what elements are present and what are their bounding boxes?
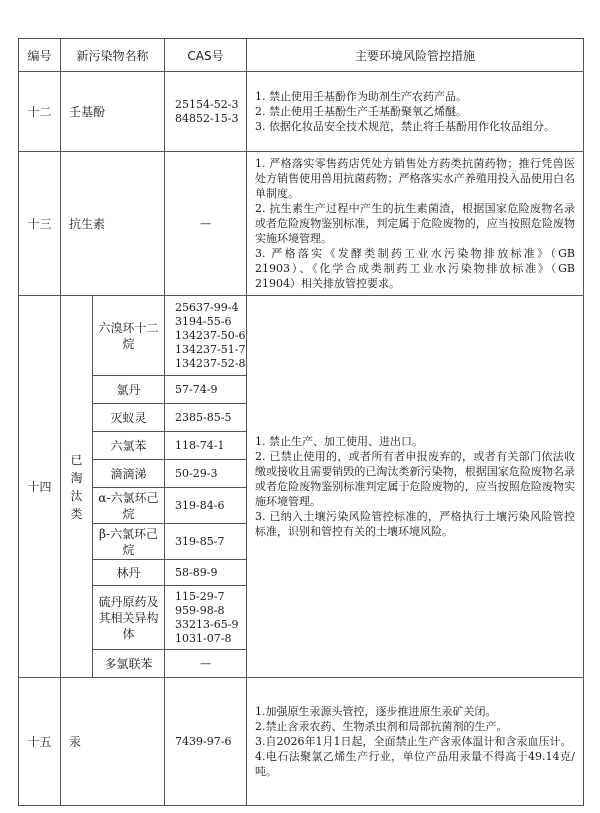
measure-item: 3.自2026年1月1日起，全面禁止生产含汞体温计和含汞血压计。 (255, 735, 572, 748)
table-row (19, 152, 584, 296)
cas-number: 57-74-9 (165, 376, 247, 404)
measure-item: 2. 已禁止使用的，或者所有者申报废弃的，或者有关部门依法收缴或接收且需要销毁的已淘汰类新污染物，根据国家危险废物名录或者危险废物鉴别标准判定属于危险废物的，应当按照危险废物实施环境管理。 (255, 450, 576, 508)
sub-pollutant-name: 林丹 (93, 560, 165, 586)
measures-cell (247, 678, 584, 806)
cas-number: 115-29-7 (175, 589, 225, 603)
cas-cell (165, 296, 247, 376)
measure-item: 1. 禁止生产、加工使用、进出口。 (255, 435, 424, 448)
cas-number: 25637-99-4 (175, 300, 239, 314)
measures-cell (247, 296, 584, 678)
measures-cell (247, 152, 584, 296)
measure-item: 2. 禁止使用壬基酚生产壬基酚聚氧乙烯醚。 (255, 105, 468, 118)
measure-item: 4.电石法聚氯乙烯生产行业，单位产品用汞量不得高于49.14克/吨。 (255, 750, 576, 778)
cas-number: 118-74-1 (165, 432, 247, 460)
table-row (19, 72, 584, 152)
cas-number: 134237-50-6 (175, 328, 246, 342)
cas-number: 2385-85-5 (165, 404, 247, 432)
row-number: 十三 (19, 152, 61, 296)
sub-pollutant-name: β-六氯环己烷 (93, 524, 165, 560)
cas-number: — (165, 152, 247, 296)
header-cas: CAS号 (165, 39, 247, 72)
measure-item: 1. 严格落实零售药店凭处方销售处方药类抗菌药物；推行凭兽医处方销售使用兽用抗菌药物；严格落实水产养殖用投入品使用白名单制度。 (255, 157, 576, 200)
cas-number: 1031-07-8 (175, 631, 232, 645)
cas-number: 25154-52-3 (175, 97, 239, 111)
measure-item: 2. 抗生素生产过程中产生的抗生素菌渣，根据国家危险废物名录或者危险废物鉴别标准，判定属于危险废物的，应当按照危险废物实施环境管理。 (255, 202, 576, 245)
sub-pollutant-name: 氯丹 (93, 376, 165, 404)
cas-number: 319-84-6 (165, 488, 247, 524)
cas-number: 84852-15-3 (175, 111, 239, 125)
sub-pollutant-name: 滴滴涕 (93, 460, 165, 488)
measure-item: 3. 依据化妆品安全技术规范，禁止将壬基酚用作化妆品组分。 (255, 120, 556, 133)
table-row (19, 678, 584, 806)
cas-number: 134237-52-8 (175, 356, 246, 370)
table-row (19, 296, 584, 376)
cas-number: 50-29-3 (165, 460, 247, 488)
measure-item: 2.禁止含汞农药、生物杀虫剂和局部抗菌剂的生产。 (255, 720, 508, 733)
measure-item: 1.加强原生汞源头管控，逐步推进原生汞矿关闭。 (255, 705, 497, 718)
row-number: 十四 (19, 296, 61, 678)
row-number: 十五 (19, 678, 61, 806)
measure-item: 1. 禁止使用壬基酚作为助剂生产农药产品。 (255, 90, 468, 103)
cas-number: 33213-65-9 (175, 617, 239, 631)
sub-pollutant-name: 硫丹原药及其相关异构体 (93, 586, 165, 650)
sub-pollutant-name: 灭蚁灵 (93, 404, 165, 432)
sub-pollutant-name: 六溴环十二烷 (93, 296, 165, 376)
cas-cell (165, 72, 247, 152)
group-label (61, 296, 93, 678)
header-measures: 主要环境风险管控措施 (247, 39, 584, 72)
header-number: 编号 (19, 39, 61, 72)
cas-number: 3194-55-6 (175, 314, 232, 328)
measure-item: 3. 已纳入土壤污染风险管控标准的，严格执行土壤污染风险管控标准，识别和管控有关的土壤环境风险。 (255, 510, 576, 538)
pollutant-control-table (18, 38, 584, 806)
table-header-row (19, 39, 584, 72)
pollutant-name: 壬基酚 (61, 72, 165, 152)
group-label-text: 已淘汰类 (70, 452, 83, 521)
sub-pollutant-name: α-六氯环己烷 (93, 488, 165, 524)
row-number: 十二 (19, 72, 61, 152)
cas-number: 134237-51-7 (175, 342, 246, 356)
cas-number: — (165, 650, 247, 678)
measure-item: 3. 严格落实《发酵类制药工业水污染物排放标准》（GB 21903）、《化学合成类制药工业水污染物排放标准》（GB 21904）相关排放管控要求。 (255, 247, 576, 290)
cas-number: 319-85-7 (165, 524, 247, 560)
cas-number: 7439-97-6 (165, 678, 247, 806)
sub-pollutant-name: 六氯苯 (93, 432, 165, 460)
pollutant-name: 抗生素 (61, 152, 165, 296)
cas-number: 959-98-8 (175, 603, 225, 617)
cas-number: 58-89-9 (165, 560, 247, 586)
cas-cell (165, 586, 247, 650)
pollutant-name: 汞 (61, 678, 165, 806)
header-pollutant-name: 新污染物名称 (61, 39, 165, 72)
measures-cell (247, 72, 584, 152)
sub-pollutant-name: 多氯联苯 (93, 650, 165, 678)
